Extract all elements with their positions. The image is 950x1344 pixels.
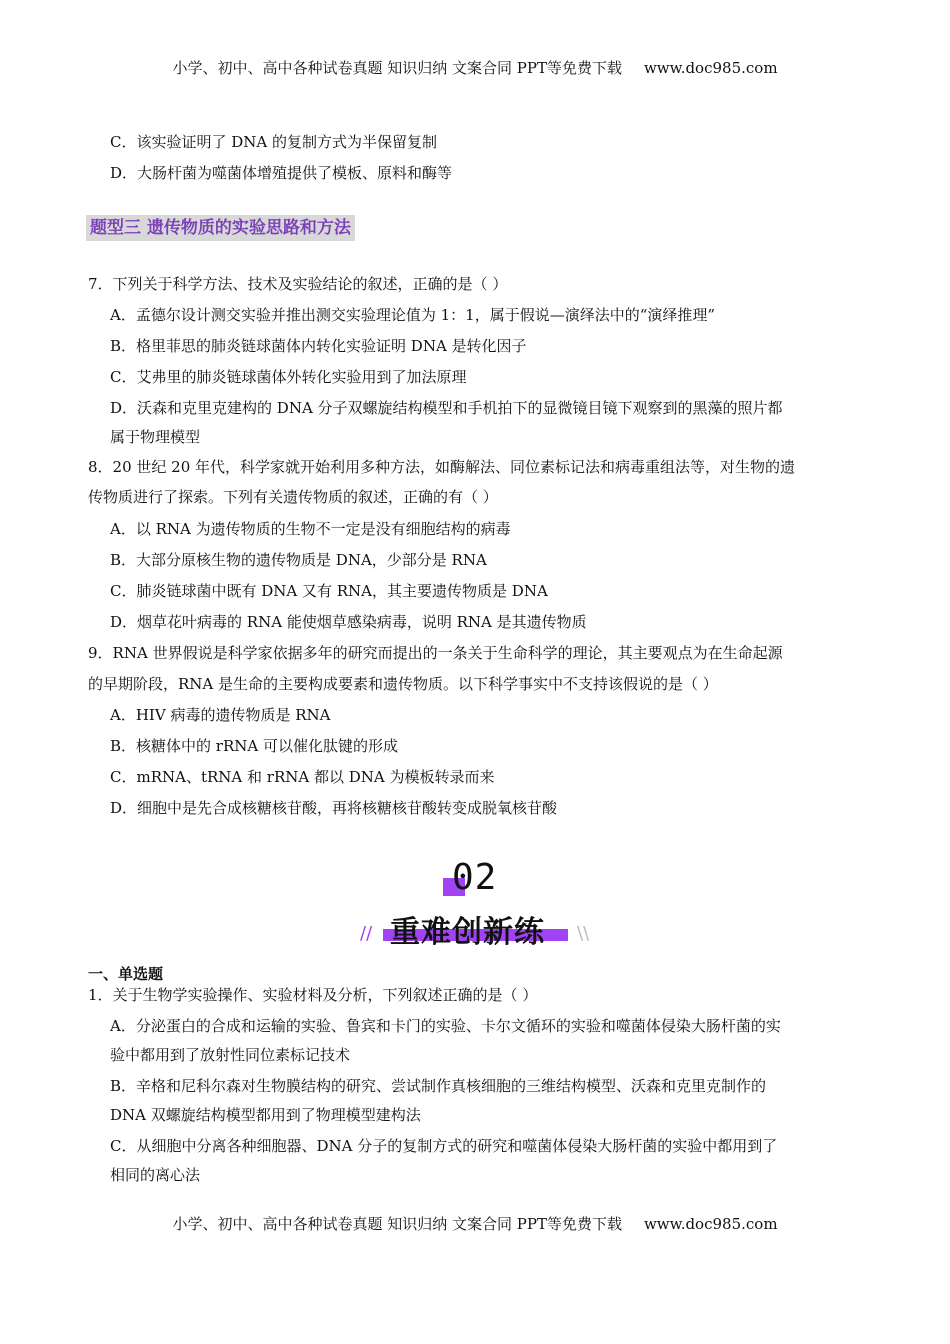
page-header <box>0 57 950 78</box>
footer-site[interactable]: www.doc985.com <box>643 1215 778 1233</box>
q7-option-d: D．沃森和克里克建构的 DNA 分子双螺旋结构模型和手机拍下的显微镜目镜下观察到的黑藻的照片都 <box>110 399 783 417</box>
q9-stem-cont: 的早期阶段，RNA 是生命的主要构成要素和遗传物质。以下科学事实中不支持该假说的是（ ） <box>88 675 718 693</box>
q8-option-d: D．烟草花叶病毒的 RNA 能使烟草感染病毒，说明 RNA 是其遗传物质 <box>110 613 587 631</box>
part-title: 一、单选题 <box>88 965 164 983</box>
p1-option-a-cont: 验中都用到了放射性同位素标记技术 <box>110 1046 351 1064</box>
q7-option-c: C．艾弗里的肺炎链球菌体外转化实验用到了加法原理 <box>110 368 467 386</box>
q9-stem: 9．RNA 世界假说是科学家依据多年的研究而提出的一条关于生命科学的理论，其主要观点为在生命起源 <box>88 644 783 662</box>
q9-option-b: B．核糖体中的 rRNA 可以催化肽键的形成 <box>110 737 398 755</box>
p1-stem: 1．关于生物学实验操作、实验材料及分析，下列叙述正确的是（ ） <box>88 986 538 1004</box>
header-site[interactable]: www.doc985.com <box>643 59 778 77</box>
page-footer <box>0 1213 950 1234</box>
q7-option-d-cont: 属于物理模型 <box>110 428 201 446</box>
p1-option-c: C．从细胞中分离各种细胞器、DNA 分子的复制方式的研究和噬菌体侵染大肠杆菌的实验中都用到了 <box>110 1137 778 1155</box>
q8-option-a: A．以 RNA 为遗传物质的生物不一定是没有细胞结构的病毒 <box>110 520 511 538</box>
banner-number: 02 <box>452 857 498 898</box>
section-title: 题型三 遗传物质的实验思路和方法 <box>86 215 355 241</box>
p1-option-b: B．辛格和尼科尔森对生物膜结构的研究、尝试制作真核细胞的三维结构模型、沃森和克里克制作的 <box>110 1077 767 1095</box>
q8-option-b: B．大部分原核生物的遗传物质是 DNA，少部分是 RNA <box>110 551 487 569</box>
banner-deco-right: \\ <box>577 923 590 944</box>
q9-option-d: D．细胞中是先合成核糖核苷酸，再将核糖核苷酸转变成脱氧核苷酸 <box>110 799 558 817</box>
p1-option-a: A．分泌蛋白的合成和运输的实验、鲁宾和卡门的实验、卡尔文循环的实验和噬菌体侵染大肠杆菌的实 <box>110 1017 781 1035</box>
q8-stem: 8．20 世纪 20 年代，科学家就开始利用多种方法，如酶解法、同位素标记法和病毒重组法等，对生物的遗 <box>88 458 796 476</box>
footer-text: 小学、初中、高中各种试卷真题 知识归纳 文案合同 PPT等免费下载 <box>172 1215 622 1233</box>
q8-option-c: C．肺炎链球菌中既有 DNA 又有 RNA，其主要遗传物质是 DNA <box>110 582 548 600</box>
q7-stem: 7．下列关于科学方法、技术及实验结论的叙述，正确的是（ ） <box>88 275 508 293</box>
prev-option-c: C．该实验证明了 DNA 的复制方式为半保留复制 <box>110 133 437 151</box>
p1-option-b-cont: DNA 双螺旋结构模型都用到了物理模型建构法 <box>110 1106 421 1124</box>
prev-option-d: D．大肠杆菌为噬菌体增殖提供了模板、原料和酶等 <box>110 164 453 182</box>
q9-option-a: A．HIV 病毒的遗传物质是 RNA <box>110 706 331 724</box>
p1-option-c-cont: 相同的离心法 <box>110 1166 201 1184</box>
banner-title: 重难创新练 <box>390 915 545 950</box>
header-text: 小学、初中、高中各种试卷真题 知识归纳 文案合同 PPT等免费下载 <box>172 59 622 77</box>
q8-stem-cont: 传物质进行了探索。下列有关遗传物质的叙述，正确的有（ ） <box>88 488 498 506</box>
q7-option-a: A．孟德尔设计测交实验并推出测交实验理论值为 1：1，属于假说—演绎法中的“演绎推理” <box>110 306 716 324</box>
banner-deco-left: // <box>360 923 373 944</box>
section-banner <box>355 855 595 950</box>
q9-option-c: C．mRNA、tRNA 和 rRNA 都以 DNA 为模板转录而来 <box>110 768 495 786</box>
q7-option-b: B．格里菲思的肺炎链球菌体内转化实验证明 DNA 是转化因子 <box>110 337 527 355</box>
